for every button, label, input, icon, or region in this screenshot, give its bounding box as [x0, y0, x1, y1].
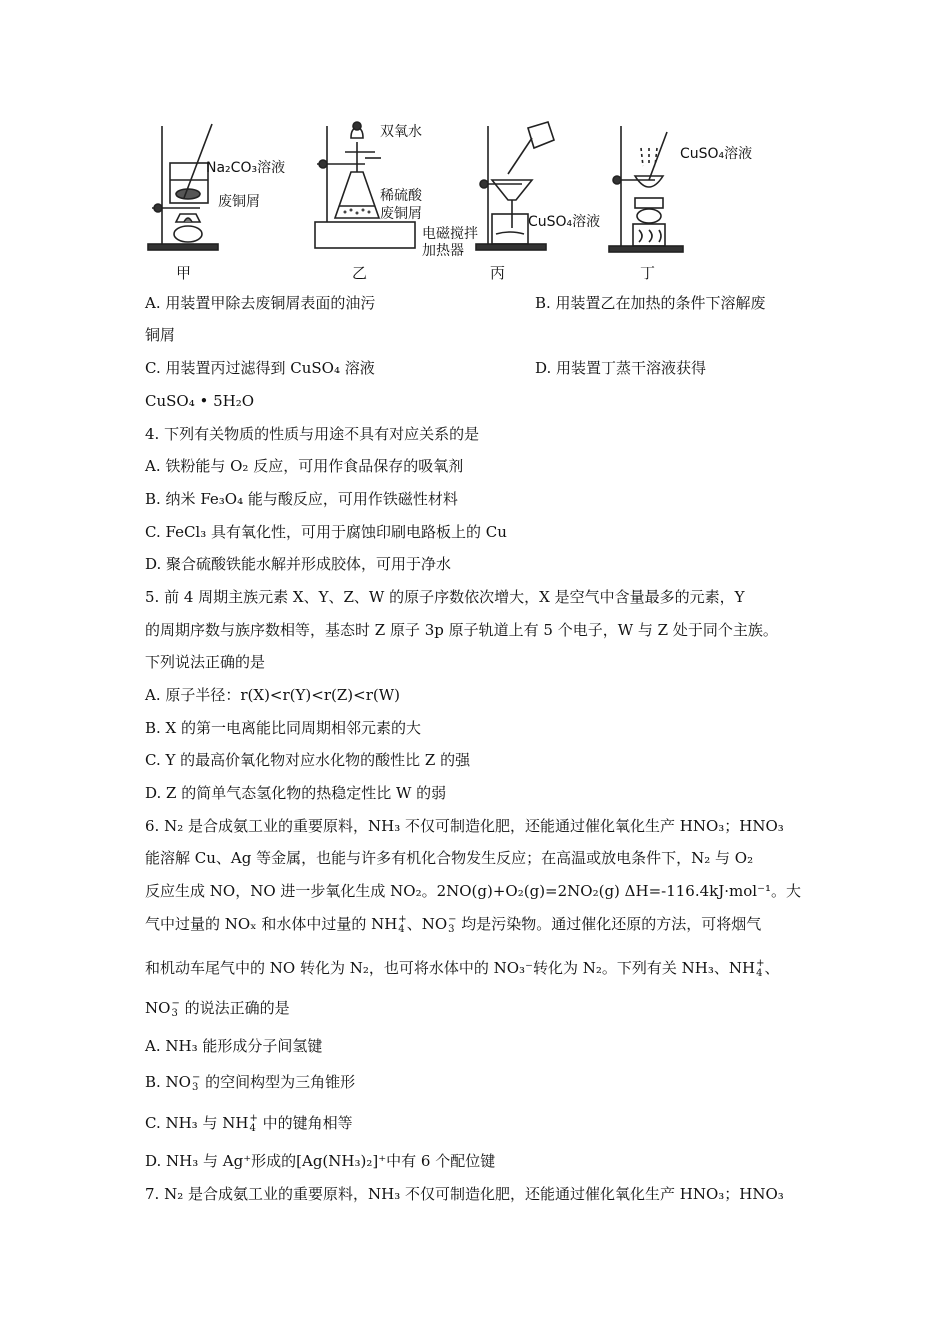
ion-no3 [448, 915, 456, 935]
q6-line4-part2: 、NO [406, 915, 448, 933]
label-yi-top: 双氧水 [380, 124, 422, 140]
q4-stem: 4. 下列有关物质的性质与用途不具有对应关系的是 [145, 425, 480, 443]
caption-bing: 丙 [490, 264, 506, 282]
apparatus-jia [148, 124, 218, 250]
q6-stem-line1: 6. N₂ 是合成氨工业的重要原料，NH₃ 不仅可制造化肥，还能通过催化氧化生产 HNO₃；HNO₃ [145, 817, 784, 835]
q6-option-b-part1: B. NO [145, 1073, 191, 1091]
ion-charge: − [171, 998, 180, 1009]
q7-stem-line1: 7. N₂ 是合成氨工业的重要原料，NH₃ 不仅可制造化肥，还能通过催化氧化生产 HNO₃；HNO₃ [145, 1185, 784, 1203]
q3-option-c: C. 用装置丙过滤得到 CuSO₄ 溶液 [145, 359, 375, 377]
q6-line4-part1: 气中过量的 NOₓ 和水体中过量的 NH [145, 915, 398, 933]
ion-subscript: 4 [398, 924, 405, 935]
q6-stem-line2: 能溶解 Cu、Ag 等金属，也能与许多有机化合物发生反应；在高温或放电条件下，N₂ 与 O₂ [145, 849, 754, 867]
label-yi-solid: 废铜屑 [380, 206, 422, 222]
q6-option-c-part1: C. NH₃ 与 NH [145, 1114, 249, 1132]
q6-line6-part2: 的说法正确的是 [179, 999, 290, 1017]
q6-option-b-part2: 的空间构型为三角锥形 [200, 1073, 356, 1091]
label-yi-heater: 电磁搅拌 [422, 226, 478, 242]
q5-option-b: B. X 的第一电离能比同周期相邻元素的大 [145, 719, 422, 737]
q5-stem-line3: 下列说法正确的是 [145, 653, 266, 671]
q5-option-a: A. 原子半径：r(X)<r(Y)<r(Z)<r(W) [145, 686, 400, 704]
ion-nh4 [398, 915, 406, 935]
label-jia-solid: 废铜屑 [218, 194, 260, 210]
q6-line5-part2: 、 [764, 959, 780, 977]
label-yi-heater2: 加热器 [422, 243, 464, 259]
apparatus-bing [476, 122, 554, 250]
q5-stem-line2: 的周期序数与族序数相等，基态时 Z 原子 3p 原子轨道上有 5 个电子，W 与 Z 处于同个主族。 [145, 621, 778, 639]
q5-option-d: D. Z 的简单气态氢化物的热稳定性比 W 的弱 [145, 784, 447, 802]
q6-line6-part1: NO [145, 999, 171, 1017]
caption-yi: 乙 [352, 264, 368, 282]
q4-option-a: A. 铁粉能与 O₂ 反应，可用作食品保存的吸氧剂 [145, 457, 464, 475]
apparatus-yi [315, 122, 415, 248]
label-yi-acid: 稀硫酸 [380, 188, 422, 204]
q6-stem-line5 [145, 958, 780, 979]
ion-subscript: 4 [756, 968, 763, 979]
q6-line4-part3: 均是污染物。通过催化还原的方法，可将烟气 [456, 915, 762, 933]
q6-option-a: A. NH₃ 能形成分子间氢键 [145, 1037, 323, 1055]
q3-option-d: D. 用装置丁蒸干溶液获得 [535, 359, 707, 377]
ion-charge: − [448, 914, 457, 925]
ion-charge: + [249, 1113, 258, 1124]
caption-ding: 丁 [640, 264, 656, 282]
q6-option-b [145, 1072, 355, 1093]
q6-stem-line3: 反应生成 NO，NO 进一步氧化生成 NO₂。2NO(g)+O₂(g)=2NO₂(g) ΔH=-116.4kJ·mol⁻¹。大 [145, 882, 802, 900]
q3-option-d-cont: CuSO₄ • 5H₂O [145, 392, 255, 410]
apparatus-ding [609, 126, 683, 252]
ion-charge: − [191, 1072, 201, 1083]
q3-option-b-cont: 铜屑 [145, 326, 176, 344]
label-ding-solution: CuSO₄溶液 [680, 146, 753, 162]
q4-option-d: D. 聚合硫酸铁能水解并形成胶体，可用于净水 [145, 555, 452, 573]
ion-charge: + [398, 914, 407, 925]
q4-option-c: C. FeCl₃ 具有氧化性，可用于腐蚀印刷电路板上的 Cu [145, 523, 507, 541]
q3-option-b: B. 用装置乙在加热的条件下溶解废 [535, 294, 766, 312]
label-jia-reagent: Na₂CO₃溶液 [206, 160, 286, 176]
q6-line5-part1: 和机动车尾气中的 NO 转化为 N₂，也可将水体中的 NO₃⁻转化为 N₂。下列有关 NH₃、NH [145, 959, 756, 977]
ion-subscript: 3 [191, 1082, 199, 1093]
label-bing-solution: CuSO₄溶液 [528, 214, 601, 230]
ion-subscript: 3 [448, 924, 455, 935]
q5-option-c: C. Y 的最高价氧化物对应水化物的酸性比 Z 的强 [145, 751, 471, 769]
ion-subscript: 4 [249, 1123, 256, 1134]
q6-option-d: D. NH₃ 与 Ag⁺形成的[Ag(NH₃)₂]⁺中有 6 个配位键 [145, 1152, 496, 1170]
ion-no3 [171, 999, 179, 1019]
ion-subscript: 3 [171, 1008, 178, 1019]
q3-option-a: A. 用装置甲除去废铜屑表面的油污 [145, 294, 376, 312]
q4-option-b: B. 纳米 Fe₃O₄ 能与酸反应，可用作铁磁性材料 [145, 490, 458, 508]
q6-option-c [145, 1113, 353, 1134]
q6-stem-line4 [145, 914, 761, 935]
ion-charge: + [756, 958, 765, 969]
q5-stem-line1: 5. 前 4 周期主族元素 X、Y、Z、W 的原子序数依次增大，X 是空气中含量最多的元素，Y [145, 588, 745, 606]
ion-nh4 [249, 1114, 257, 1134]
q6-option-c-part2: 中的键角相等 [257, 1114, 353, 1132]
apparatus-drawing [140, 118, 820, 286]
apparatus-figure [140, 118, 820, 286]
caption-jia: 甲 [176, 264, 192, 282]
q6-stem-line6 [145, 998, 290, 1019]
